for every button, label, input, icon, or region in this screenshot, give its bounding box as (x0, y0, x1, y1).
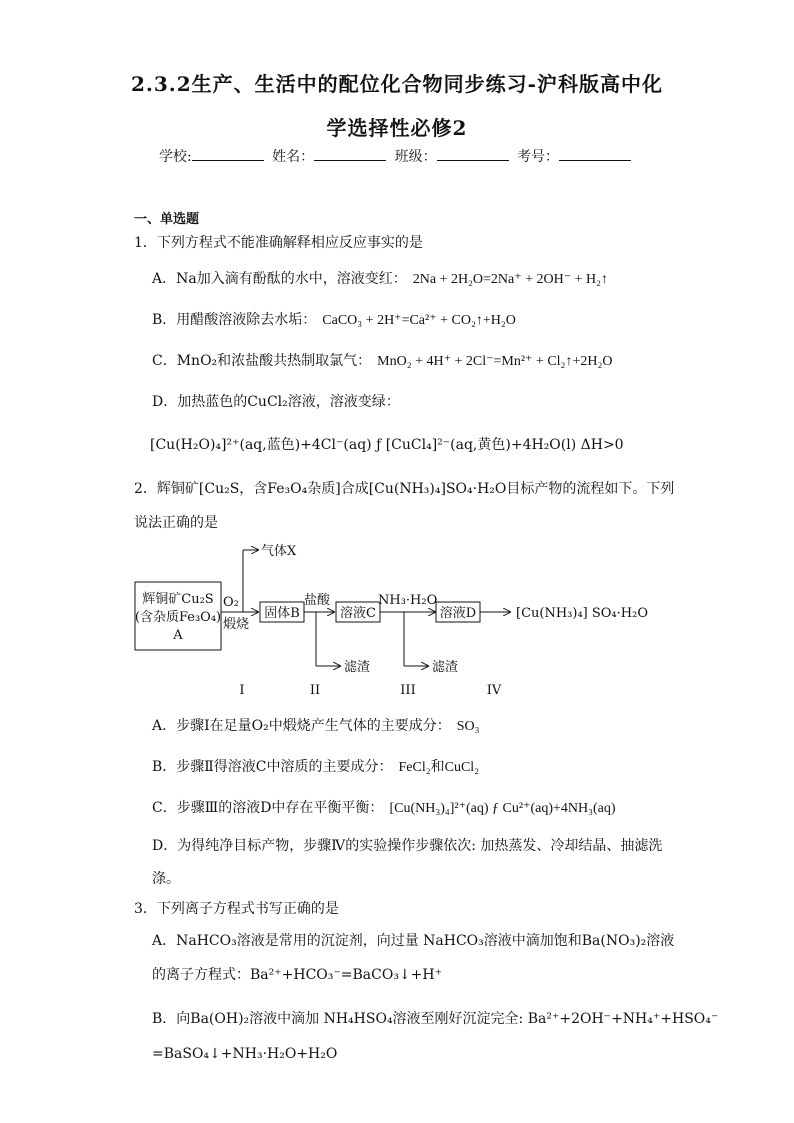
number-blank[interactable] (559, 148, 631, 161)
label-solution-c: 溶液C (340, 606, 376, 621)
q2-b-text: B．步骤Ⅱ得溶液C中溶质的主要成分： (152, 759, 393, 775)
school-blank[interactable] (192, 148, 264, 161)
q3-option-a-line1: A．NaHCO₃溶液是常用的沉淀剂，向过量 NaHCO₃溶液中滴加饱和Ba(NO₃)₂溶液 (152, 933, 675, 949)
q1-c-equation: MnO₂ + 4H⁺ + 2Cl⁻=Mn²⁺ + Cl₂↑+2H₂O (377, 354, 613, 369)
label-gas-x: 气体X (261, 544, 297, 559)
label-calcine: 煅烧 (223, 617, 250, 632)
class-label: 班级： (394, 149, 437, 165)
q2-option-a (152, 717, 480, 736)
question-1-stem: 1．下列方程式不能准确解释相应反应事实的是 (134, 235, 423, 251)
q1-b-equation: CaCO₃ + 2H⁺=Ca²⁺ + CO₂↑+H₂O (322, 313, 516, 328)
school-label: 学校: (158, 149, 192, 165)
name-blank[interactable] (314, 148, 386, 161)
q1-c-text: C．MnO₂和浓盐酸共热制取氯气： (152, 353, 372, 369)
q1-d-equation: [Cu(H₂O)₄]²⁺(aq,蓝色)+4Cl⁻(aq) ƒ [CuCl₄]²⁻(aq,黄色)+4H₂O(l) ΔH>0 (150, 437, 624, 453)
q2-c-equation: [Cu(NH₃)₄]²⁺(aq) ƒ Cu²⁺(aq)+4NH₃(aq) (389, 801, 616, 816)
q1-a-equation: 2Na + 2H₂O=2Na⁺ + 2OH⁻ + H₂↑ (412, 272, 609, 287)
label-nh3: NH₃·H₂O (378, 593, 438, 608)
box-a-line3: A (173, 628, 183, 643)
label-solid-b: 固体B (264, 606, 300, 621)
page-title-line1: 2.3.2生产、生活中的配位化合物同步练习-沪科版高中化 (131, 72, 663, 96)
q2-option-b (152, 758, 479, 777)
q1-option-d: D．加热蓝色的CuCl₂溶液，溶液变绿： (152, 394, 400, 410)
q1-a-text: A．Na加入滴有酚酞的水中，溶液变红： (152, 271, 407, 287)
label-residue1: 滤渣 (344, 660, 371, 675)
q2-a-equation: SO₃ (456, 719, 480, 734)
page-title-line2: 学选择性必修2 (326, 116, 468, 140)
question-3-stem: 3．下列离子方程式书写正确的是 (134, 901, 339, 917)
label-residue2: 滤渣 (432, 660, 459, 675)
process-flow-diagram (130, 540, 690, 700)
q2-option-d-line2: 涤。 (152, 871, 180, 887)
step-2-label: II (309, 683, 321, 698)
label-solution-d: 溶液D (439, 606, 477, 621)
section-heading: 一、单选题 (134, 212, 200, 227)
number-label: 考号： (517, 149, 560, 165)
label-o2: O₂ (223, 595, 239, 610)
label-hcl: 盐酸 (304, 593, 331, 608)
step-1-label: I (239, 683, 245, 698)
question-2-stem-line2: 说法正确的是 (134, 515, 218, 531)
q2-b-equation: FeCl₂和CuCl₂ (398, 760, 480, 775)
q2-c-text: C．步骤Ⅲ的溶液D中存在平衡平衡： (152, 800, 384, 816)
box-a-line2: (含杂质Fe₃O₄) (134, 610, 222, 625)
q1-option-a (152, 270, 608, 289)
q2-a-text: A．步骤Ⅰ在足量O₂中煅烧产生气体的主要成分： (152, 718, 451, 734)
q3-option-b-line2: =BaSO₄↓+NH₃·H₂O+H₂O (152, 1046, 338, 1062)
q1-option-c (152, 352, 612, 371)
step-4-label: IV (486, 683, 502, 698)
name-label: 姓名： (272, 149, 315, 165)
q2-option-c (152, 799, 616, 818)
q1-option-b (152, 311, 516, 330)
question-2-stem-line1: 2．辉铜矿[Cu₂S，含Fe₃O₄杂质]合成[Cu(NH₃)₄]SO₄·H₂O目标产物的流程如下。下列 (134, 481, 675, 497)
q3-option-a-line2: 的离子方程式：Ba²⁺+HCO₃⁻=BaCO₃↓+H⁺ (152, 967, 442, 983)
label-product: [Cu(NH₃)₄] SO₄·H₂O (516, 606, 648, 621)
q1-b-text: B．用醋酸溶液除去水垢： (152, 312, 317, 328)
q3-option-b-line1: B．向Ba(OH)₂溶液中滴加 NH₄HSO₄溶液至刚好沉淀完全: Ba²⁺+2OH⁻+NH₄⁺+HSO₄⁻ (152, 1011, 719, 1027)
student-info-line (0, 146, 794, 166)
q2-option-d-line1: D．为得纯净目标产物，步骤Ⅳ的实验操作步骤依次: 加热蒸发、冷却结晶、抽滤洗 (152, 838, 663, 854)
box-a-line1: 辉铜矿Cu₂S (142, 592, 214, 607)
step-3-label: III (400, 683, 416, 698)
class-blank[interactable] (437, 148, 509, 161)
